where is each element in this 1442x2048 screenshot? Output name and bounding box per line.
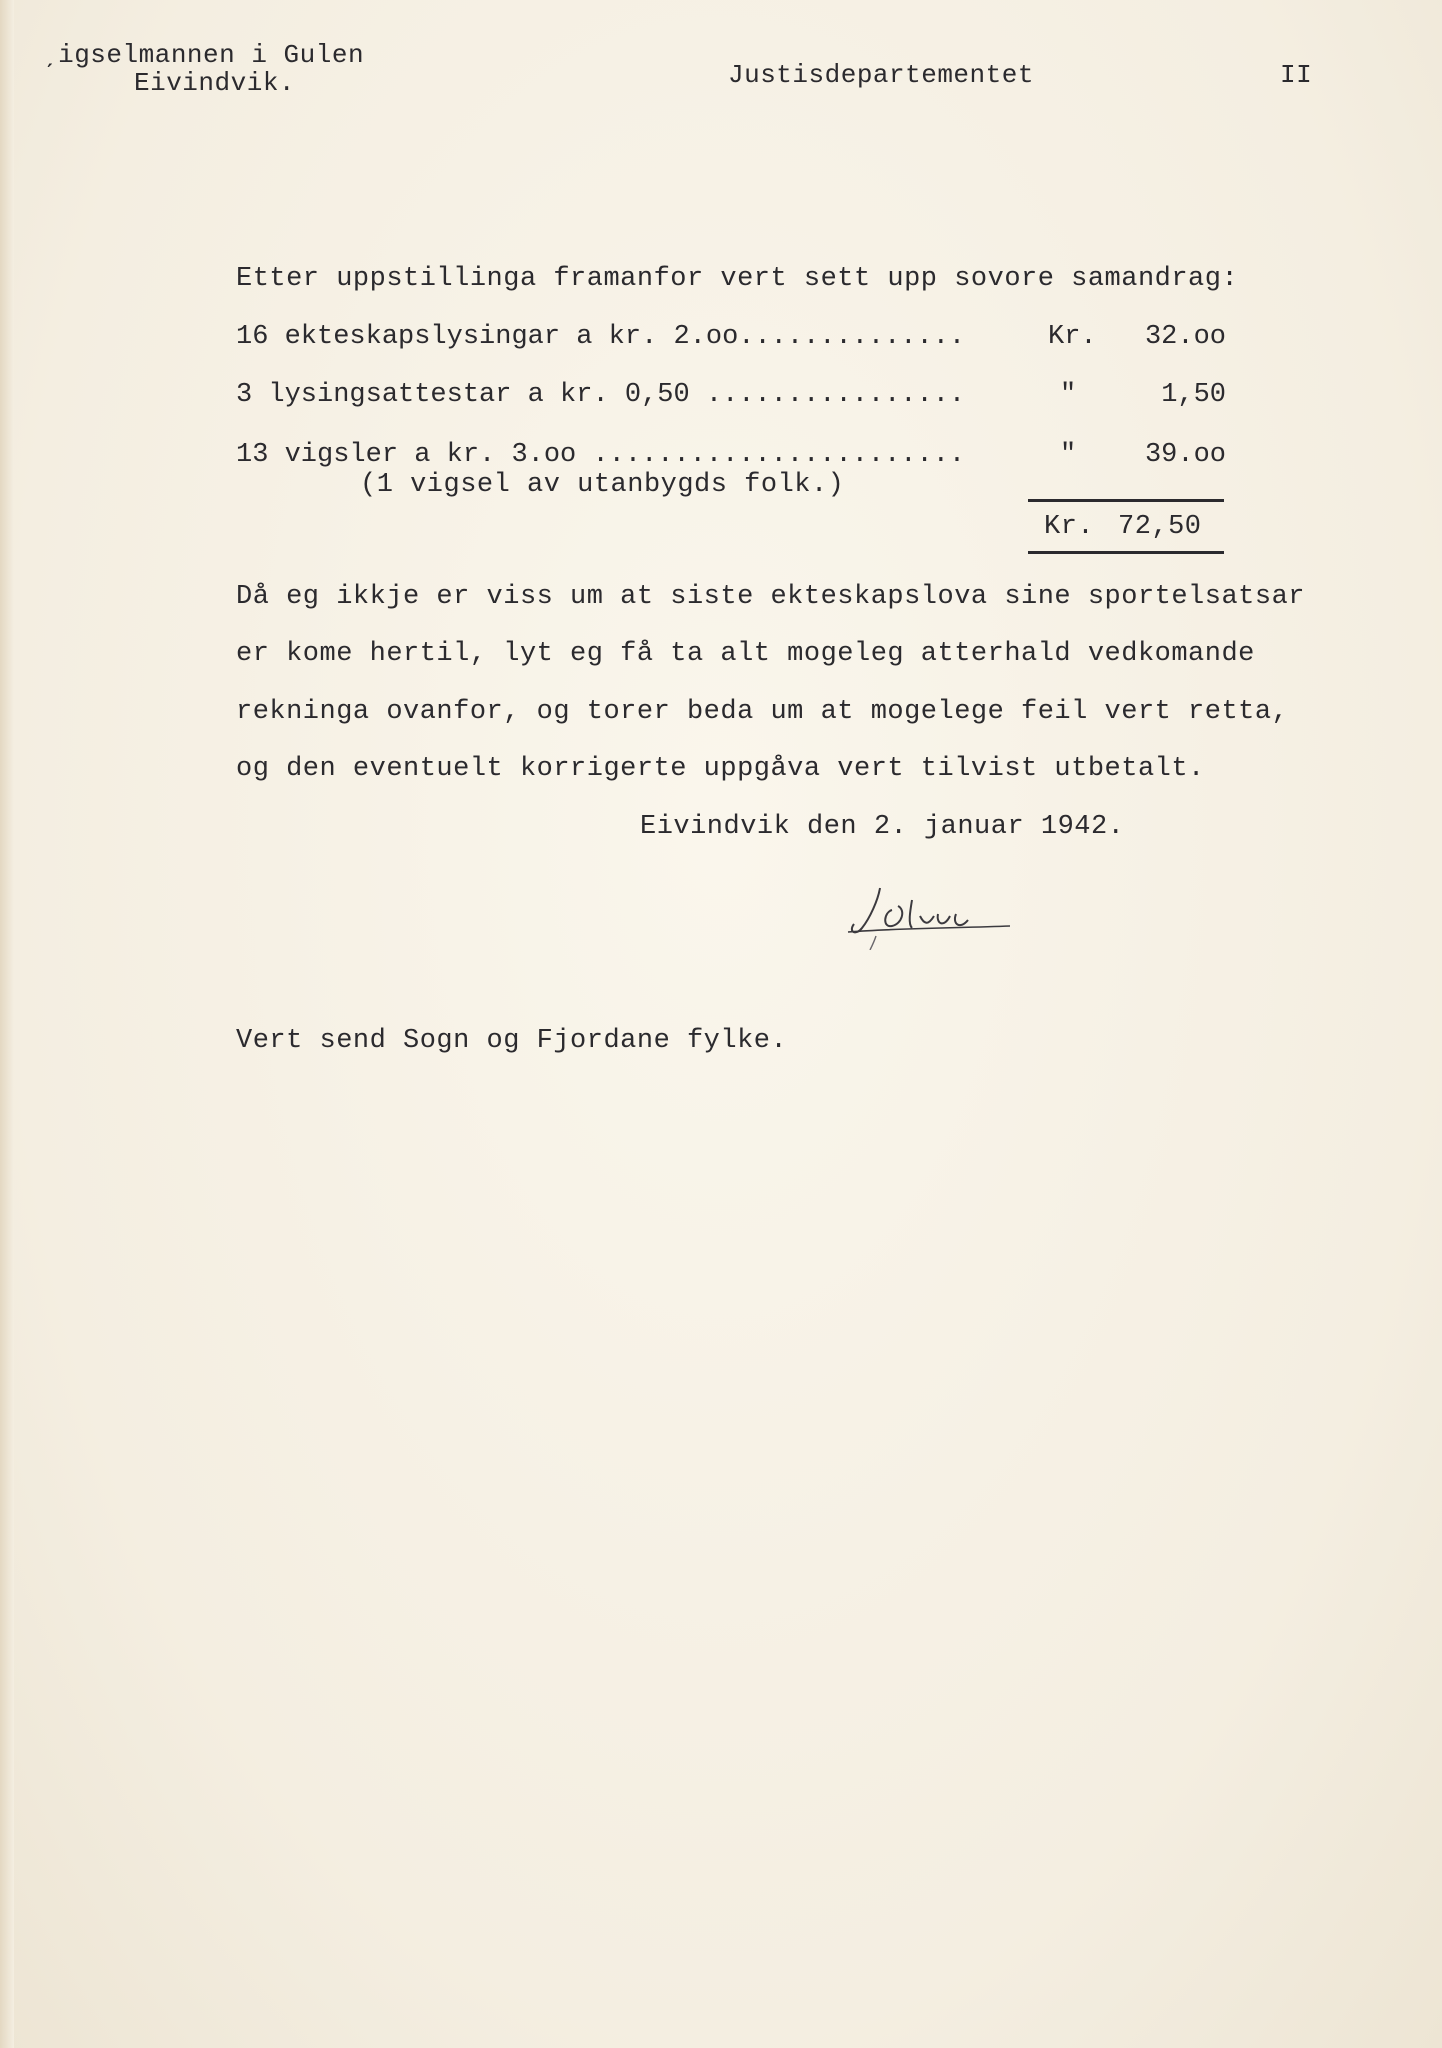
summary-row-description: 3 lysingsattestar a kr. 0,50 ................ bbox=[236, 380, 966, 410]
page-number: II bbox=[1280, 60, 1313, 90]
forwarding-note: Vert send Sogn og Fjordane fylke. bbox=[236, 1026, 788, 1056]
summary-row bbox=[236, 380, 1226, 414]
body-line: og den eventuelt korrigerte uppgåva vert tilvist utbetalt. bbox=[236, 754, 1205, 784]
summary-row bbox=[236, 322, 1226, 356]
summary-row-amount: 1,50 bbox=[1161, 380, 1226, 410]
total-currency: Kr. bbox=[1044, 512, 1095, 542]
summary-row-currency: Kr. bbox=[1048, 322, 1097, 352]
summary-row-description: 13 vigsler a kr. 3.oo ....................... bbox=[236, 440, 966, 470]
total-rule-top bbox=[1028, 499, 1224, 502]
body-line: er kome hertil, lyt eg få ta alt mogeleg atterhald vedkomande bbox=[236, 639, 1255, 669]
summary-row bbox=[236, 440, 1226, 474]
page-edge-shadow bbox=[0, 0, 14, 2048]
body-line: Då eg ikkje er viss um at siste ekteskapslova sine sportelsatsar bbox=[236, 582, 1305, 612]
body-line: rekninga ovanfor, og torer beda um at mogelege feil vert retta, bbox=[236, 697, 1289, 727]
summary-row-description: 16 ekteskapslysingar a kr. 2.oo.............. bbox=[236, 322, 966, 352]
recipient-heading: Justisdepartementet bbox=[728, 60, 1034, 90]
summary-row-currency: " bbox=[1060, 380, 1077, 410]
summary-intro: Etter uppstillinga framanfor vert sett upp sovore samandrag: bbox=[236, 264, 1239, 294]
handwritten-signature bbox=[840, 870, 1020, 950]
sender-line-2: Eivindvik. bbox=[134, 68, 296, 98]
place-and-date: Eivindvik den 2. januar 1942. bbox=[640, 812, 1125, 842]
summary-note: (1 vigsel av utanbygds folk.) bbox=[360, 470, 845, 500]
sender-line-1: ˏigselmannen i Gulen bbox=[42, 40, 365, 70]
total-rule-bottom bbox=[1028, 551, 1224, 554]
summary-row-amount: 39.oo bbox=[1144, 440, 1226, 470]
summary-row-currency: " bbox=[1060, 440, 1077, 470]
summary-row-amount: 32.oo bbox=[1144, 322, 1226, 352]
total-amount: 72,50 bbox=[1118, 512, 1202, 542]
